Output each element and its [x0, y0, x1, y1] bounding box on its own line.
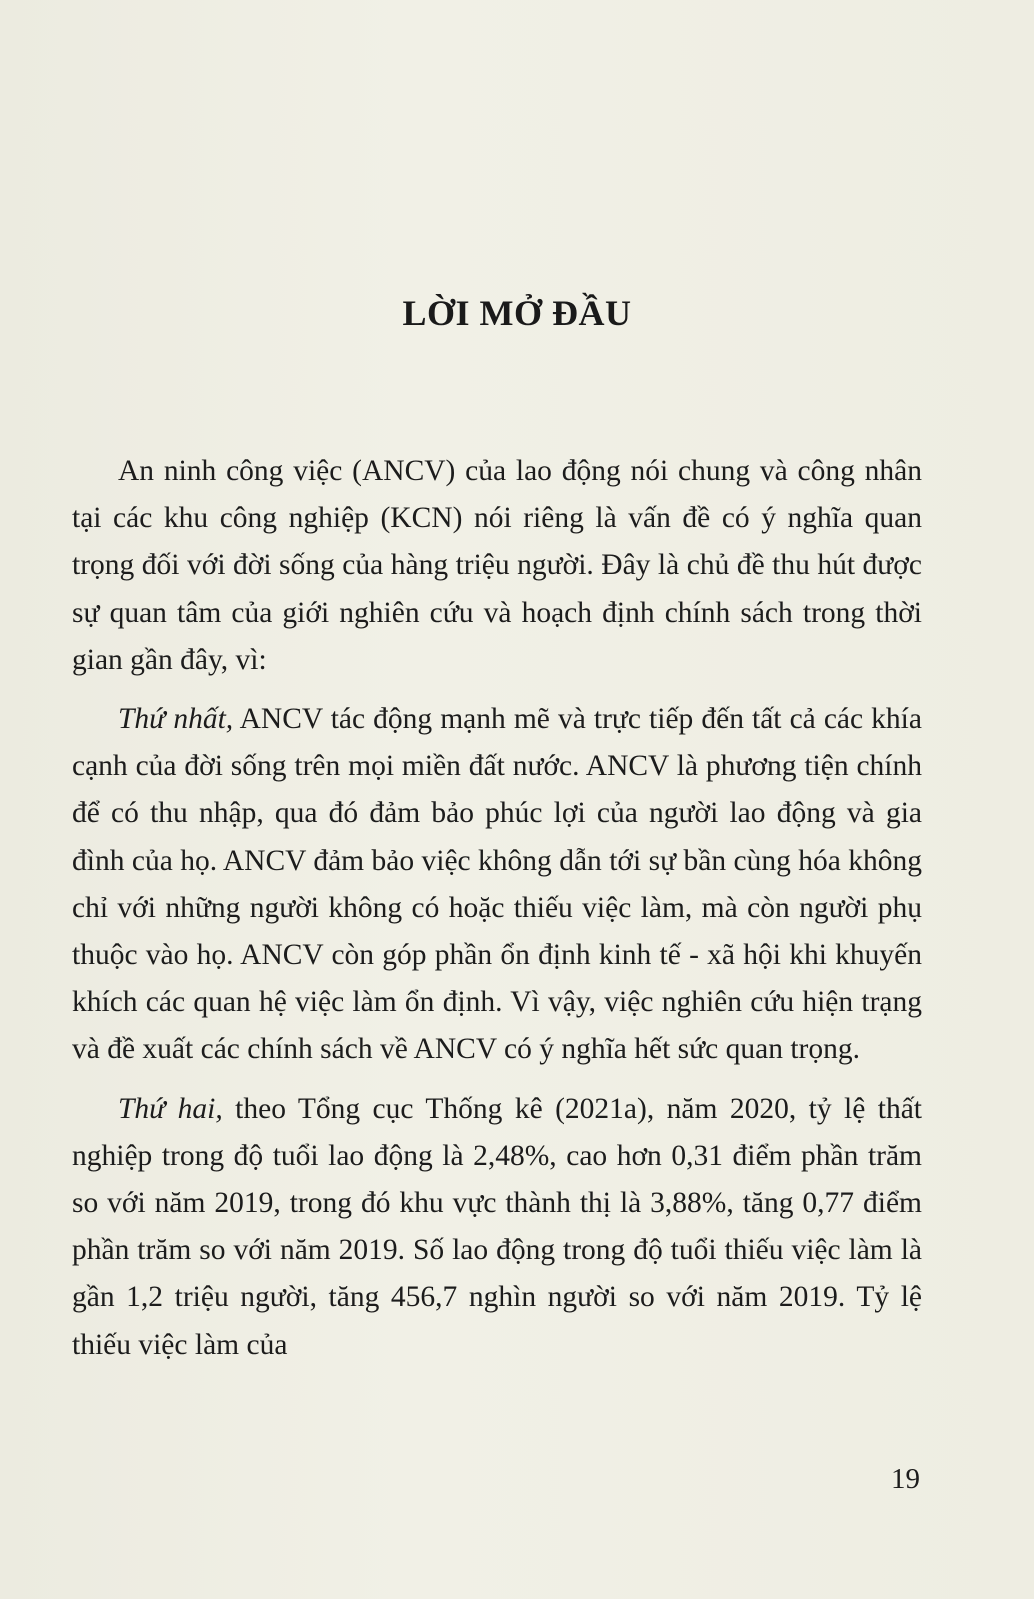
page-number: 19	[891, 1463, 920, 1495]
paragraph-2-text: ANCV tác động mạnh mẽ và trực tiếp đến tất cả các khía cạnh của đời sống trên mọi miền đất nước. ANCV là phương tiện chính để có thu nhập, qua đó đảm bảo phúc lợi của người lao động và gia đình của họ. ANCV đảm bảo việc không dẫn tới sự bần cùng hóa không chỉ với những người không có hoặc thiếu việc làm, mà còn người phụ thuộc vào họ. ANCV còn góp phần ổn định kinh tế - xã hội khi khuyến khích các quan hệ việc làm ổn định. Vì vậy, việc nghiên cứu hiện trạng và đề xuất các chính sách về ANCV có ý nghĩa hết sức quan trọng.	[72, 703, 922, 1066]
page-title: LỜI MỞ ĐẦU	[402, 293, 632, 333]
paragraph-2-lead: Thứ nhất,	[118, 703, 234, 736]
paragraph-3-text: theo Tổng cục Thống kê (2021a), năm 2020, tỷ lệ thất nghiệp trong độ tuổi lao động là 2,48%, cao hơn 0,31 điểm phần trăm so với năm 2019, trong đó khu vực thành thị là 3,88%, tăng 0,77 điểm phần trăm so với năm 2019. Số lao động trong độ tuổi thiếu việc làm là gần 1,2 triệu người, tăng 456,7 nghìn người so với năm 2019. Tỷ lệ thiếu việc làm của	[72, 1092, 922, 1361]
paragraph-2	[72, 696, 922, 1074]
paragraph-1-text: An ninh công việc (ANCV) của lao động nói chung và công nhân tại các khu công nghiệp (KCN) nói riêng là vấn đề có ý nghĩa quan trọng đối với đời sống của hàng triệu người. Đây là chủ đề thu hút được sự quan tâm của giới nghiên cứu và hoạch định chính sách trong thời gian gần đây, vì:	[72, 455, 922, 676]
paragraph-3-lead: Thứ hai,	[118, 1092, 223, 1125]
paragraph-3	[72, 1086, 922, 1369]
body-text	[72, 448, 922, 1381]
paragraph-1	[72, 448, 922, 684]
